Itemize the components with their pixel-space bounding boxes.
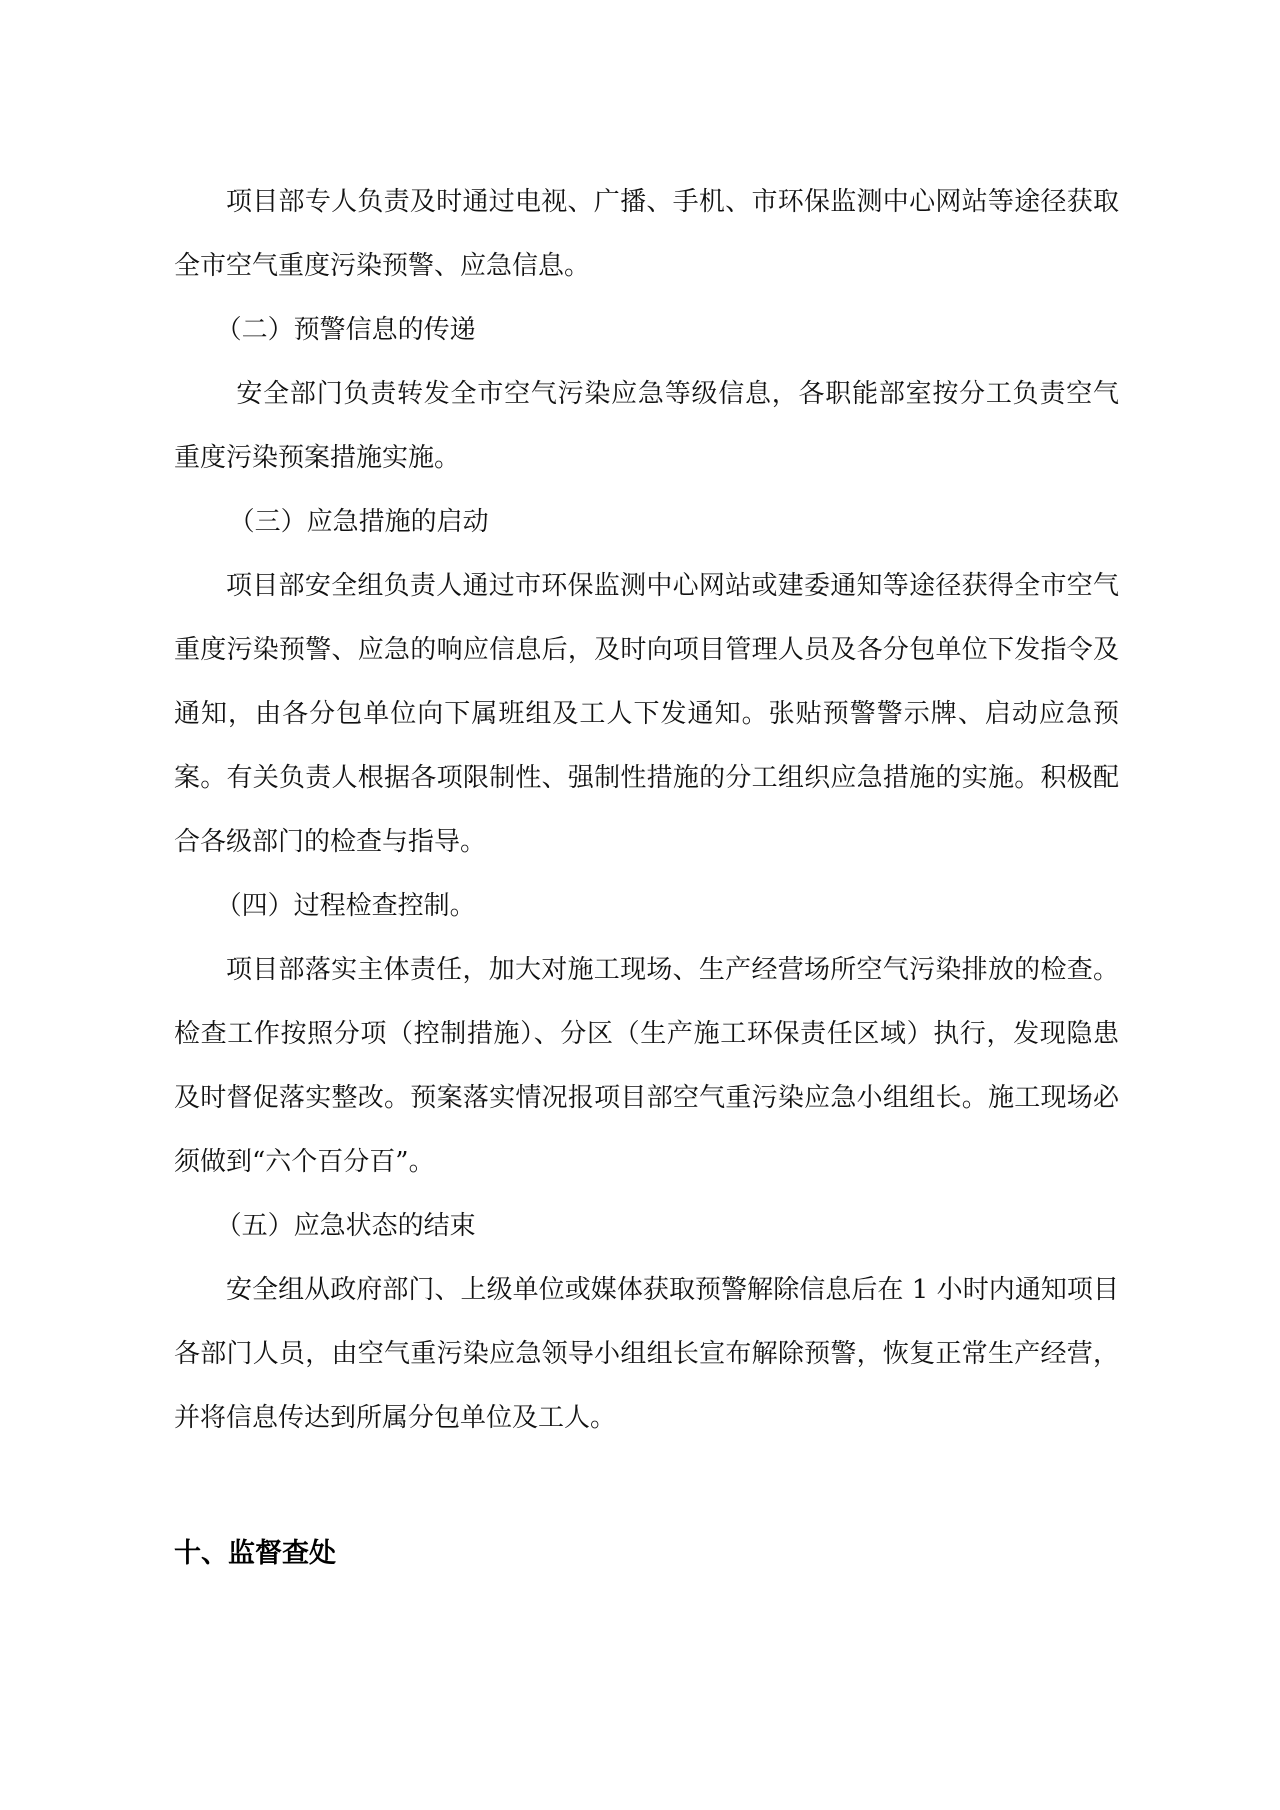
heading-emergency-start: （三）应急措施的启动 — [228, 507, 489, 537]
paragraph-emergency-start: 项目部安全组负责人通过市环保监测中心网站或建委通知等途径获得全市空气重度污染预警、应急的响应信息后，及时向项目管理人员及各分包单位下发指令及通知，由各分包单位向下属班组及工人下发通知。张贴预警警示牌、启动应急预案。有关负责人根据各项限制性、强制性措施的分工组织应急措施的实施。积极配合各级部门的检查与指导。 — [174, 571, 1119, 857]
heading-warning-transmission: （二）预警信息的传递 — [215, 315, 476, 345]
section-heading-supervision: 十、监督查处 — [174, 1538, 336, 1569]
heading-process-inspection: （四）过程检查控制。 — [215, 891, 476, 921]
paragraph-info-acquisition: 项目部专人负责及时通过电视、广播、手机、市环保监测中心网站等途径获取全市空气重度污染预警、应急信息。 — [174, 187, 1119, 281]
heading-emergency-end: （五）应急状态的结束 — [215, 1211, 476, 1241]
paragraph-warning-transmission: 安全部门负责转发全市空气污染应急等级信息，各职能部室按分工负责空气重度污染预案措施实施。 — [174, 379, 1119, 473]
paragraph-emergency-end: 安全组从政府部门、上级单位或媒体获取预警解除信息后在 1 小时内通知项目各部门人员，由空气重污染应急领导小组组长宣布解除预警，恢复正常生产经营，并将信息传达到所属分包单位及工人。 — [174, 1275, 1119, 1433]
paragraph-process-inspection: 项目部落实主体责任，加大对施工现场、生产经营场所空气污染排放的检查。检查工作按照分项（控制措施）、分区（生产施工环保责任区域）执行，发现隐患及时督促落实整改。预案落实情况报项目部空气重污染应急小组组长。施工现场必须做到“六个百分百”。 — [174, 955, 1119, 1177]
document-body — [174, 170, 1119, 1450]
